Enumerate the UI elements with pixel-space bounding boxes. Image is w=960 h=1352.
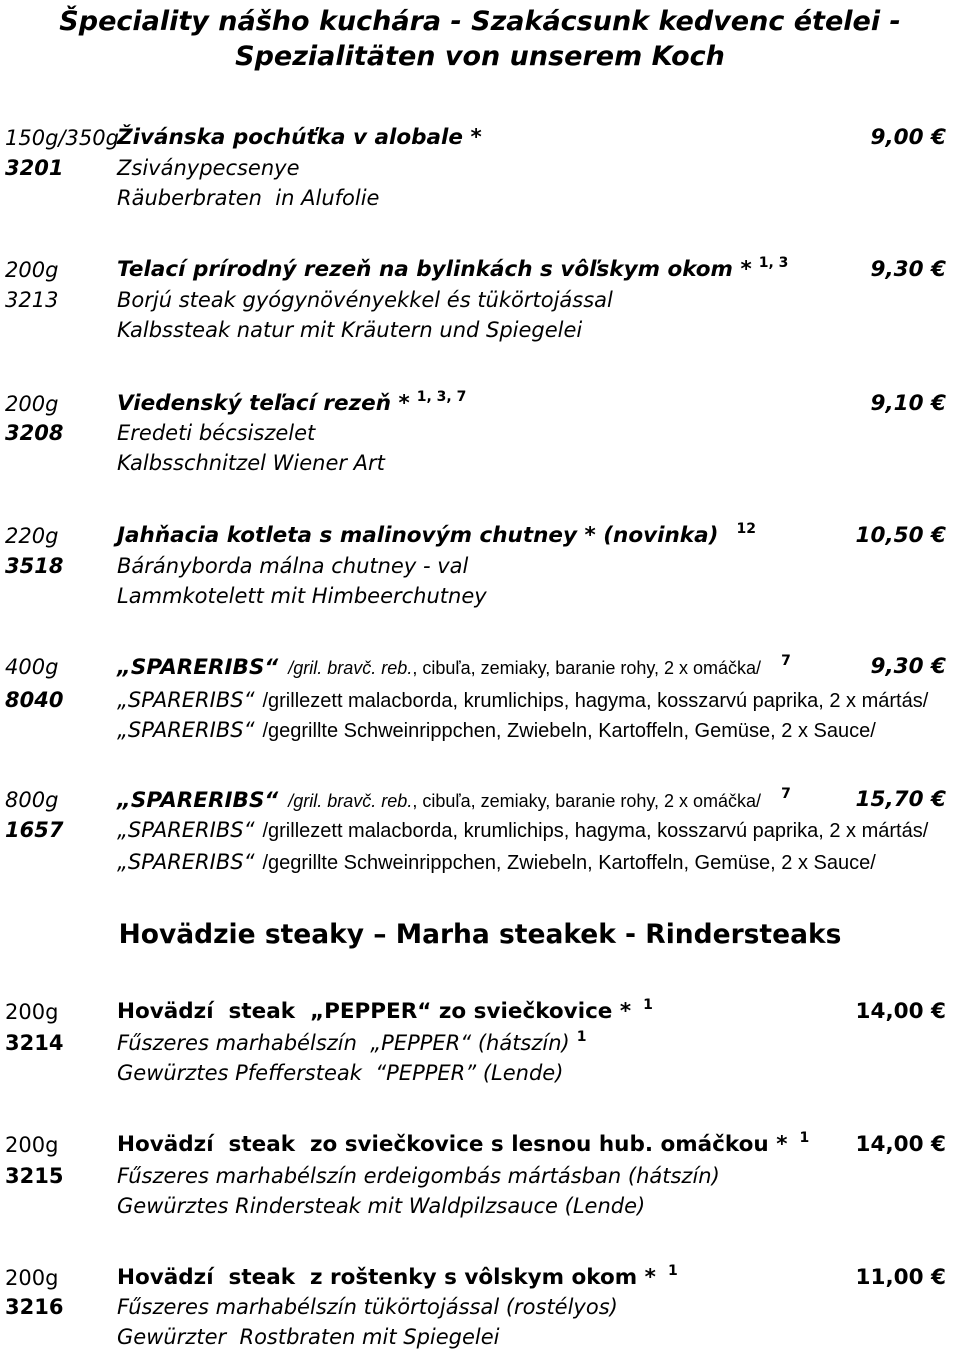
item-desc-sk-part2: , cibuľa, zemiaky, baranie rohy, 2 x omáčka/ [412,791,762,811]
item-code: 3208 [5,421,64,445]
item-code: 3201 [5,156,64,180]
item-name-sk: Jahňacia kotleta s malinovým chutney * (novinka) [117,523,719,548]
item-price: 9,10 € [870,391,946,416]
item-weight: 200g [5,1266,59,1290]
item-code: 3216 [5,1295,64,1319]
menu-item-3208 [0,391,960,483]
item-name-sk-line [117,257,788,283]
item-name-sk: Telací prírodný rezeň na bylinkách s vôľskym okom * [117,257,752,282]
item-name-de: „SPARERIBS“ [117,718,255,742]
item-name-de: Kalbssteak natur mit Kräutern und Spiegelei [117,318,583,342]
item-weight: 200g [5,1000,59,1024]
allergen-codes: 7 [781,786,791,802]
item-price: 9,00 € [870,125,946,150]
item-name-hu: Fűszeres marhabélszín tükörtojással (rostélyos) [117,1295,618,1319]
item-weight: 800g [5,788,59,812]
allergen-codes: 1 [643,997,653,1013]
item-name-sk: „SPARERIBS“ [117,788,279,813]
menu-item-3201 [0,125,960,217]
item-name-sk-line [117,391,466,417]
item-name-sk: Hovädzí steak z roštenky s vôlskym okom * [117,1265,656,1290]
item-name-hu: „SPARERIBS“ [117,818,255,842]
item-name-de: Kalbsschnitzel Wiener Art [117,451,385,475]
item-weight: 150g/350g [5,126,119,150]
item-name-sk-line [117,1265,678,1291]
item-code: 1657 [5,818,64,842]
allergen-codes: 7 [781,653,791,669]
menu-item-8040 [0,654,960,746]
menu-item-3518 [0,523,960,615]
menu-item-3214 [0,999,960,1091]
item-name-hu: Borjú steak gyógynövényekkel és tükörtojással [117,288,613,312]
item-code: 3518 [5,554,64,578]
menu-item-3216 [0,1265,960,1352]
item-desc-sk-part2: , cibuľa, zemiaky, baranie rohy, 2 x omáčka/ [412,658,762,678]
item-name-sk-line [117,999,653,1025]
item-name-hu-line [117,1030,586,1056]
allergen-codes: 1 [667,1263,678,1279]
item-code: 3213 [5,288,59,312]
item-weight: 220g [5,524,59,548]
item-desc-de: /gegrillte Schweinrippchen, Zwiebeln, Kartoffeln, Gemüse, 2 x Sauce/ [262,852,876,874]
allergen-codes: 1 [576,1029,587,1045]
item-name-hu: „SPARERIBS“ [117,688,255,712]
item-name-hu: Bárányborda málna chutney - val [117,554,469,578]
menu-title-line-1: Špeciality nášho kuchára - Szakácsunk kedvenc ételei - [59,6,901,37]
item-price: 9,30 € [870,257,946,282]
item-desc-hu: /grillezett malacborda, krumlichips, hagyma, kosszarvú paprika, 2 x mártás/ [262,690,929,712]
item-name-sk: „SPARERIBS“ [117,655,279,680]
item-name-de: Gewürztes Rindersteak mit Waldpilzsauce (Lende) [117,1194,646,1218]
item-name-de-line [117,849,876,875]
item-desc-hu: /grillezett malacborda, krumlichips, hagyma, kosszarvú paprika, 2 x mártás/ [262,820,929,842]
item-name-hu: Fűszeres marhabélszín „PEPPER“ (hátszín) [117,1031,570,1055]
item-name-hu-line [117,687,928,713]
item-name-sk-line [117,654,791,680]
item-code: 3215 [5,1164,64,1188]
item-price: 10,50 € [855,523,946,548]
item-name-de: Lammkotelett mit Himbeerchutney [117,584,487,608]
item-weight: 200g [5,1133,59,1157]
item-name-de: Räuberbraten in Alufolie [117,186,380,210]
item-desc-sk-part1: /gril. bravč. reb. [288,658,413,678]
item-name-sk-line [117,523,756,549]
item-name-hu-line [117,817,928,843]
allergen-codes: 1, 3, 7 [416,389,467,405]
item-name-de: „SPARERIBS“ [117,850,255,874]
allergen-codes: 12 [736,521,756,537]
item-desc-sk-part1: /gril. bravč. reb. [288,791,413,811]
item-name-sk-line [117,1132,809,1158]
item-name-hu: Fűszeres marhabélszín erdeigombás mártásban (hátszín) [117,1164,720,1188]
item-price: 15,70 € [855,787,946,812]
section-heading-steaks: Hovädzie steaky – Marha steakek - Rindersteaks [118,919,842,950]
item-weight: 200g [5,392,59,416]
menu-title-line-2: Spezialitäten von unserem Koch [235,41,725,72]
item-price: 14,00 € [855,999,946,1024]
item-price: 14,00 € [855,1132,946,1157]
item-code: 8040 [5,688,64,712]
item-desc-de: /gegrillte Schweinrippchen, Zwiebeln, Kartoffeln, Gemüse, 2 x Sauce/ [262,720,876,742]
item-weight: 200g [5,258,59,282]
item-name-sk: Viedenský teľací rezeň * [117,391,410,416]
item-name-hu: Zsiványpecsenye [117,156,300,180]
item-name-de-line [117,717,876,743]
item-name-sk: Hovädzí steak zo sviečkovice s lesnou hub. omáčkou * [117,1132,788,1157]
item-price: 11,00 € [855,1265,946,1290]
menu-item-3215 [0,1132,960,1224]
item-price: 9,30 € [870,654,946,679]
item-code: 3214 [5,1031,64,1055]
item-name-de: Gewürztes Pfeffersteak “PEPPER” (Lende) [117,1061,564,1085]
item-weight: 400g [5,655,59,679]
item-name-hu: Eredeti bécsiszelet [117,421,316,445]
item-name-de: Gewürzter Rostbraten mit Spiegelei [117,1325,500,1349]
item-name-sk: Živánska pochúťka v alobale * [117,125,482,150]
menu-item-3213 [0,257,960,349]
item-name-sk-line [117,787,791,813]
allergen-codes: 1, 3 [758,255,789,271]
item-name-sk: Hovädzí steak „PEPPER“ zo sviečkovice * [117,999,632,1024]
menu-item-1657 [0,787,960,879]
allergen-codes: 1 [799,1130,810,1146]
